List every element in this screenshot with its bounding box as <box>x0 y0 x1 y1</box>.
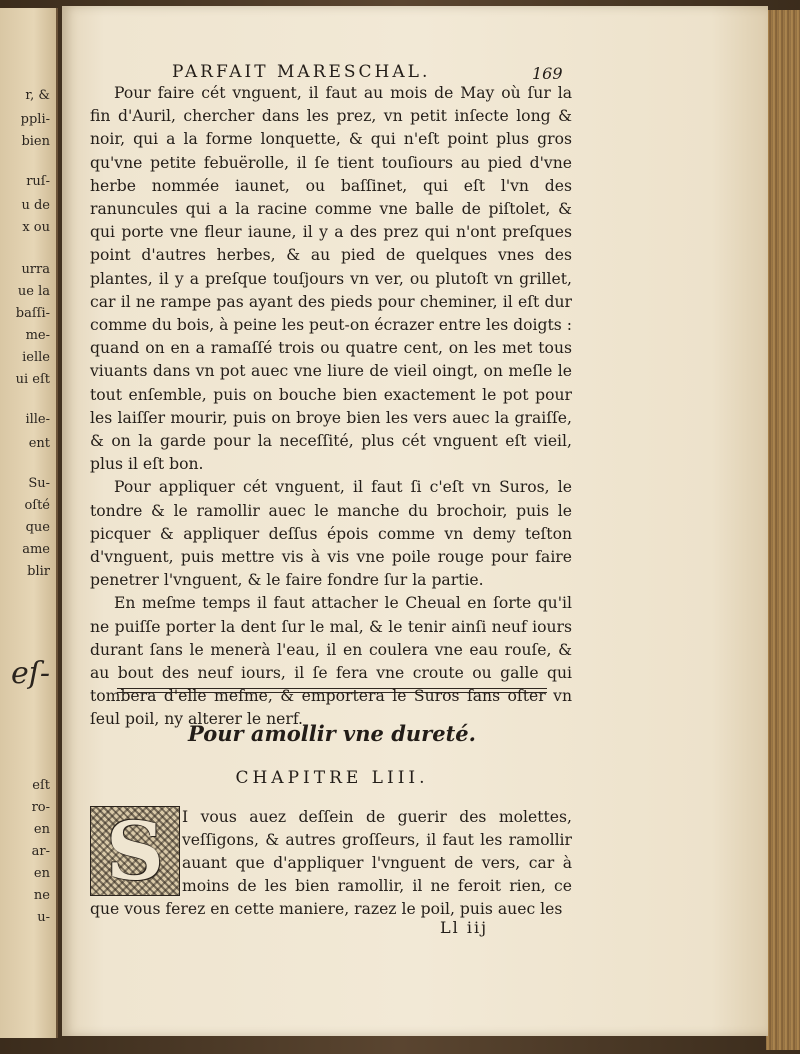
left-fragment: ruſ- <box>26 174 50 189</box>
left-fragment: eſ- <box>11 656 50 691</box>
chapter-heading: CHAPITRE LIII. <box>235 768 429 788</box>
page-number: 169 <box>532 64 563 83</box>
left-fragment: ro- <box>31 800 50 815</box>
section-title: Pour amollir vne dureté. <box>188 721 476 746</box>
left-fragment: ielle <box>22 350 50 365</box>
book-fore-edge <box>766 10 800 1050</box>
left-fragment: ame <box>22 542 50 557</box>
left-fragment: u- <box>37 910 50 925</box>
left-fragment: u de <box>21 198 50 213</box>
running-title: PARFAIT MARESCHAL. <box>172 62 431 82</box>
left-fragment: ne <box>33 888 50 903</box>
main-text <box>90 82 572 732</box>
paragraph: En meſme temps il faut attacher le Cheual en ſorte qu'il ne puiſſe porter la dent ſur le mal, & le tenir ainſi neuf iours durant ſans le menerà l'eau, il en coulera vne eau rouſe, & au bout des neuf iours, il ſe fera vne croute ou galle qui tombera d'elle meſme, & emportera le Suros ſans oſter vn ſeul poil, ny alterer le nerf. <box>90 594 572 729</box>
left-fragment: bien <box>21 134 50 149</box>
left-fragment: baſſi- <box>15 306 50 321</box>
left-fragment: urra <box>21 262 50 277</box>
left-fragment: que <box>25 520 50 535</box>
previous-page-edge <box>0 8 58 1038</box>
left-fragment: oſté <box>24 498 50 513</box>
left-fragment: ue la <box>17 284 50 299</box>
decorated-initial <box>90 806 180 896</box>
left-fragment: ille- <box>25 412 50 427</box>
left-fragment: ent <box>28 436 50 451</box>
left-fragment: blir <box>27 564 50 579</box>
chapter-paragraph: I vous auez deſſein de guerir des molettes, veſſigons, & autres groſſeurs, il faut les ramollir auant que d'appliquer l'vnguent de vers, car à moins de les bien ramollir, il ne feroit rien, ce que vous ferez en cette maniere, razez le poil, puis auec les <box>90 808 572 918</box>
left-fragment: en <box>33 866 50 881</box>
left-fragment: ui eſt <box>15 372 50 387</box>
section-rule <box>117 692 547 693</box>
section-rule <box>117 688 547 689</box>
drop-cap-letter: S <box>106 804 164 898</box>
left-fragment: en <box>33 822 50 837</box>
left-fragment: x ou <box>22 220 50 235</box>
page <box>62 6 768 1036</box>
left-fragment: r, & <box>25 88 50 103</box>
left-fragment: me- <box>25 328 50 343</box>
left-fragment: ppli- <box>20 112 50 127</box>
paragraph: Pour appliquer cét vnguent, il faut ſi c'eſt vn Suros, le tondre & le ramollir auec le manche du brochoir, puis le picquer & appliquer deſſus épois comme vn demy teſton d'vnguent, puis mettre vis à vis vne poile rouge pour faire penetrer l'vnguent, & le faire fondre ſur la partie. <box>90 478 572 590</box>
signature-mark: Ll iij <box>440 918 489 937</box>
left-fragment: eſt <box>32 778 50 793</box>
left-fragment: ar- <box>31 844 50 859</box>
paragraph: Pour faire cét vnguent, il faut au mois de May où ſur la fin d'Auril, chercher dans les prez, vn petit inſecte long & noir, qui a la forme lonquette, & qui n'eſt point plus gros qu'vne petite febuërolle, il ſe tient touſiours au pied d'vne herbe nommée iaunet, ou baſſinet, qui eſt l'vn des ranuncules qui a la racine comme vne balle de piſtolet, & qui porte vne fleur iaune, il y a des prez qui n'ont preſques point d'autres herbes, & au pied de quelques vnes des plantes, il y a preſque touſjours vn ver, ou plutoſt vn grillet, car il ne rampe pas ayant des pieds pour cheminer, il eſt dur comme du bois, à peine les peut-on écrazer entre les doigts : quand on en a ramaſſé trois ou quatre cent, on les met tous viuants dans vn pot auec vne liure de vieil oingt, on meſle le tout enſemble, puis on bouche bien exactement le pot pour les laiſſer mourir, puis on broye bien les vers auec la graiſſe, & on la garde pour la neceſſité, plus cét vnguent eſt vieil, plus il eſt bon. <box>90 84 572 474</box>
left-fragment: Su- <box>28 476 50 491</box>
